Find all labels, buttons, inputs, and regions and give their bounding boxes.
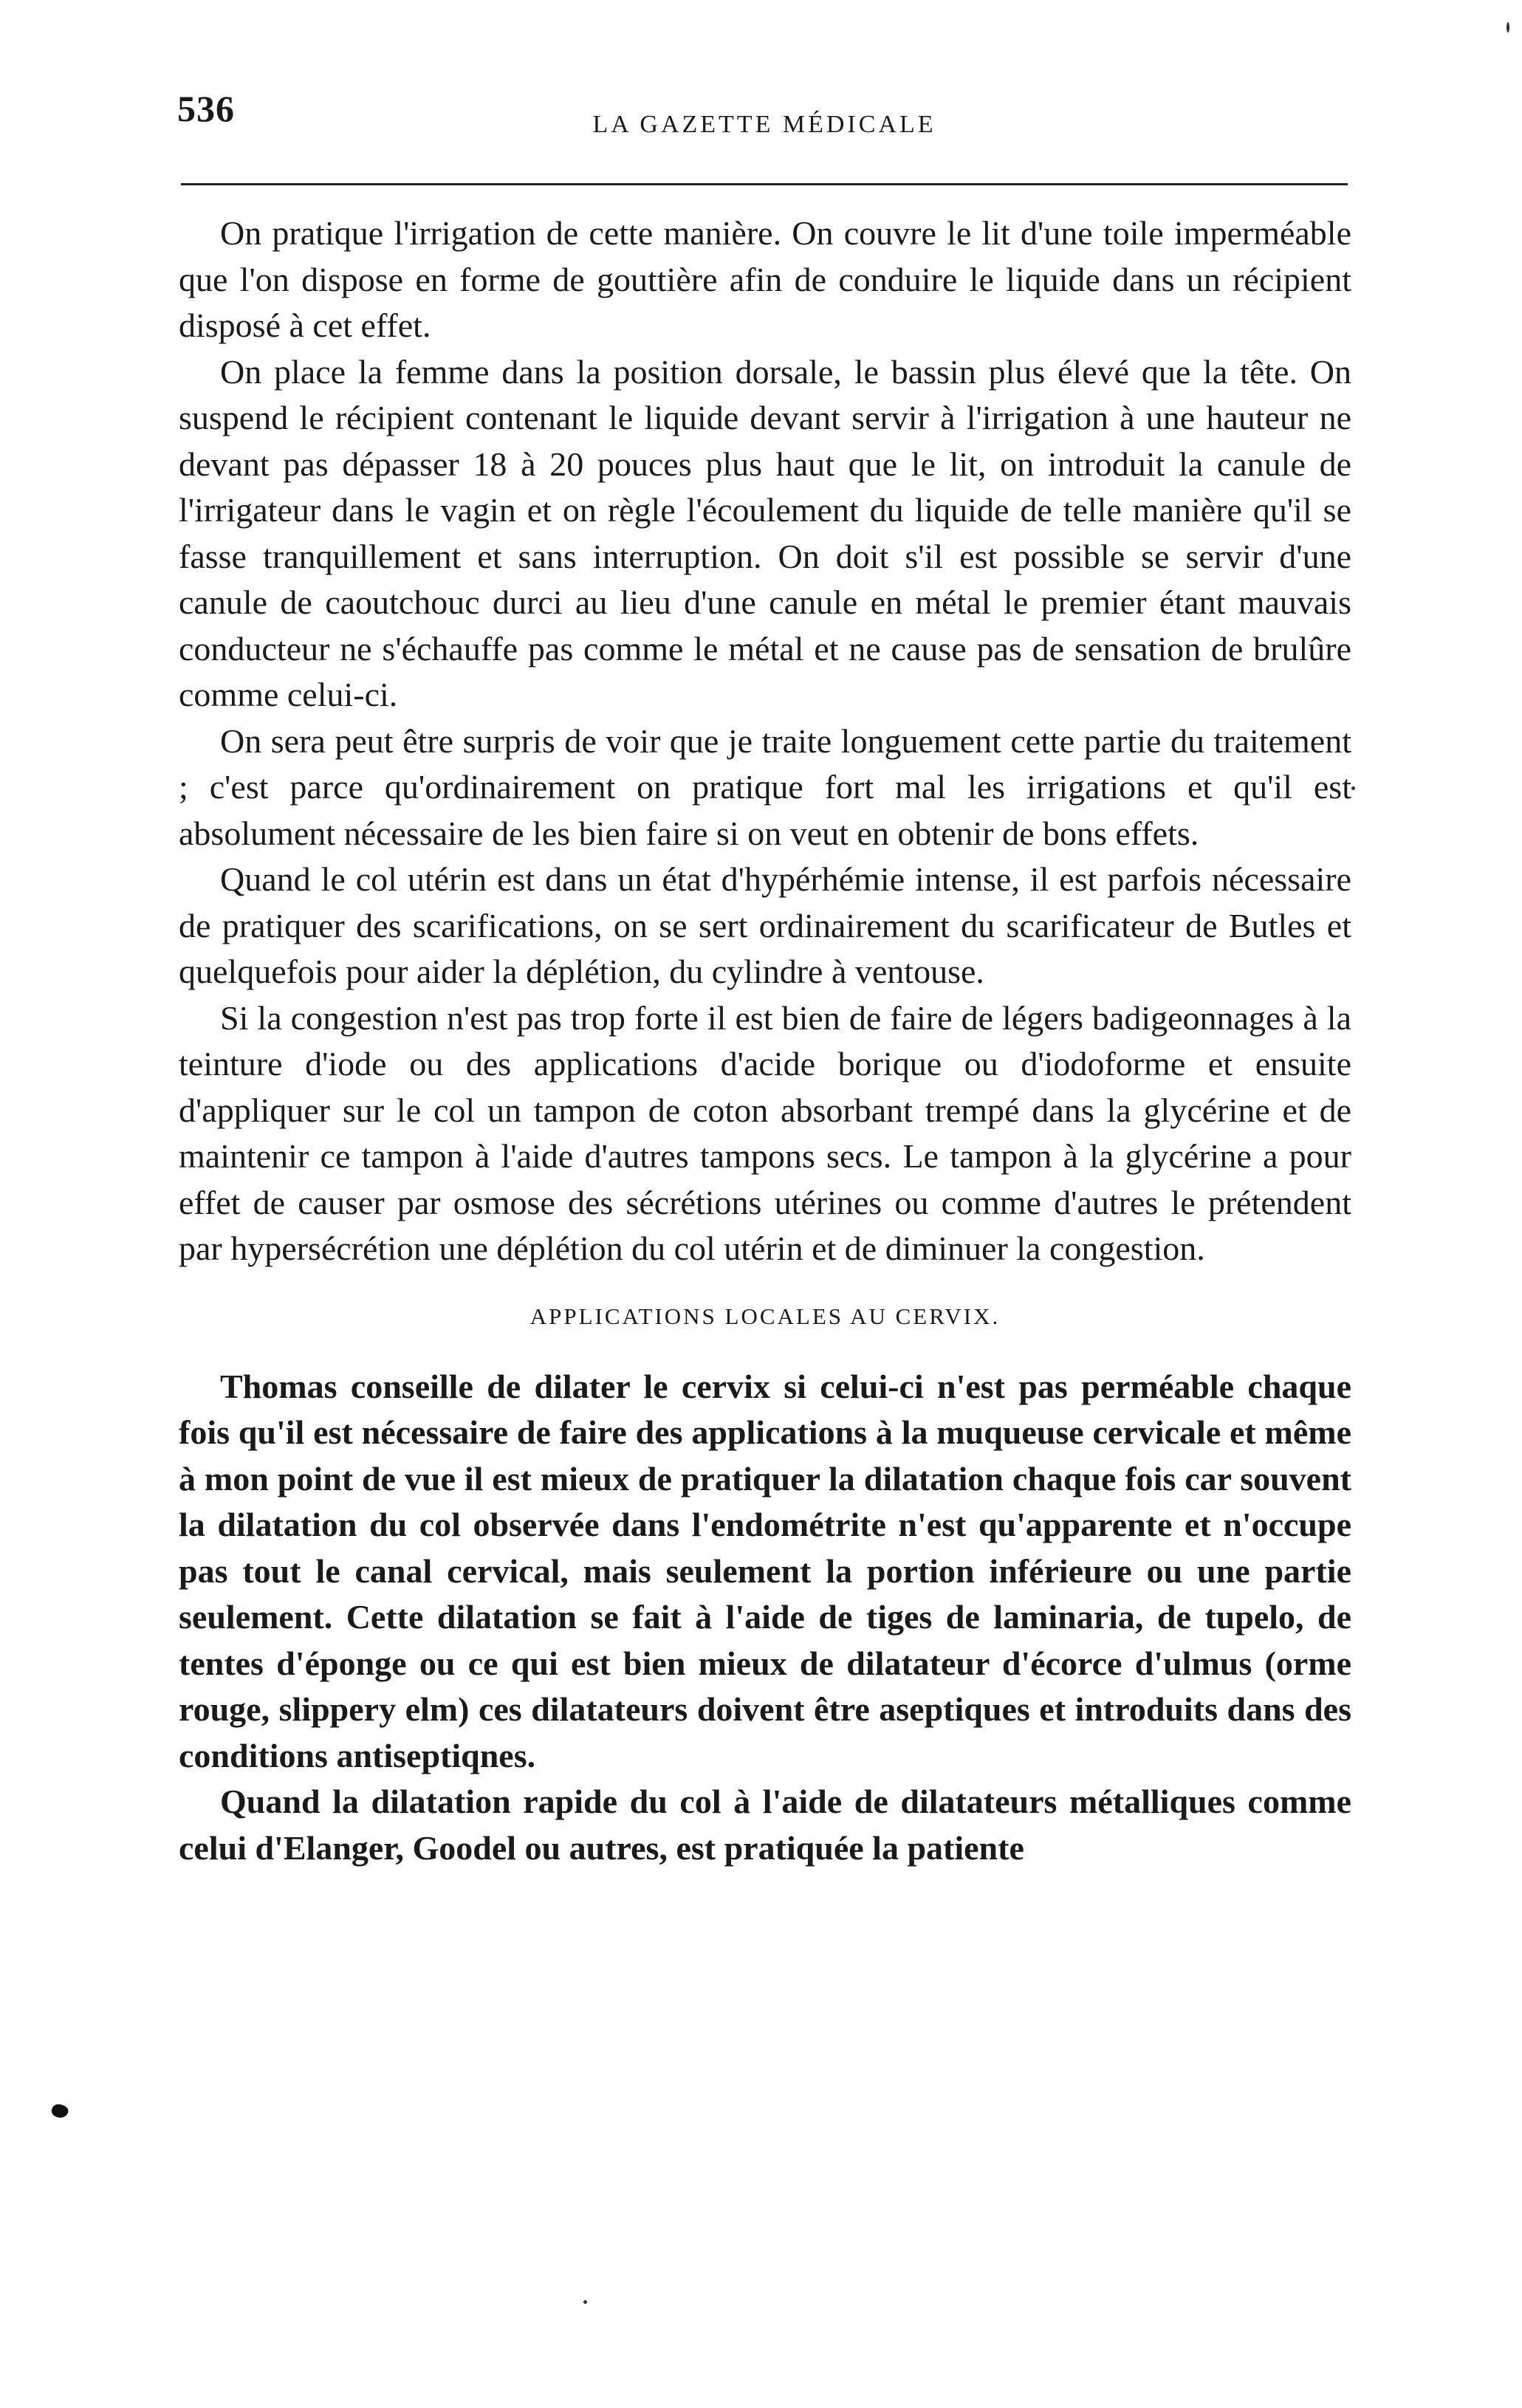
page-number: 536 — [177, 88, 235, 129]
ink-speck — [1506, 22, 1509, 32]
running-title: LA GAZETTE MÉDICALE — [592, 111, 936, 138]
section-heading: APPLICATIONS LOCALES AU CERVIX. — [529, 1303, 1001, 1329]
header-rule — [181, 183, 1348, 185]
body-text — [179, 210, 1351, 1871]
paragraph: On place la femme dans la position dorsale, le bassin plus élevé que la tête. On suspend le récipient contenant le liquide devant servir à l'irrigation à une hauteur ne devant pas dépasser 18 à 20 pouces plus haut que le lit, on introduit la canule de l'irrigateur dans le vagin et on règle l'écoulement du liquide de telle manière qu'il se fasse tranquillement et sans interruption. On doit s'il est possible se servir d'une canule de caoutchouc durci au lieu d'une canule en métal le premier étant mauvais conducteur ne s'échauffe pas comme le métal et ne cause pas de sensation de brulûre comme celui-ci. — [179, 352, 1351, 713]
paragraph: Thomas conseille de dilater le cervix si celui-ci n'est pas perméable chaque fois qu'il est nécessaire de faire des applications à la muqueuse cervicale et même à mon point de vue il est mieux de pratiquer la dilatation chaque fois car souvent la dilatation du col observée dans l'endométrite n'est qu'apparente et n'occupe pas tout le canal cervical, mais seulement la portion inférieure ou une partie seulement. Cette dilatation se fait à l'aide de tiges de laminaria, de tupelo, de tentes d'éponge ou ce qui est bien mieux de dilatateur d'écorce d'ulmus (orme rouge, slippery elm) ces dilatateurs doivent être aseptiques et introduits dans des conditions antiseptiqnes. — [179, 1367, 1351, 1774]
ink-speck — [583, 2300, 587, 2304]
ink-speck — [1351, 786, 1355, 790]
page-header — [177, 87, 1351, 146]
paragraph: Quand le col utérin est dans un état d'hypérhémie intense, il est parfois nécessaire de pratiquer des scarifications, on se sert ordinairement du scarificateur de Butles et quelquefois pour aider la déplétion, du cylindre à ventouse. — [179, 860, 1351, 990]
paragraph: Si la congestion n'est pas trop forte il est bien de faire de légers badigeonnages à la teinture d'iode ou des applications d'acide borique ou d'iodoforme et ensuite d'appliquer sur le col un tampon de coton absorbant trempé dans la glycérine et de maintenir ce tampon à l'aide d'autres tampons secs. Le tampon à la glycérine a pour effet de causer par osmose des sécrétions utérines ou comme d'autres le prétendent par hypersécrétion une déplétion du col utérin et de diminuer la congestion. — [179, 998, 1351, 1267]
ink-blot — [50, 2102, 70, 2120]
paragraph: On sera peut être surpris de voir que je traite longuement cette partie du traitement ; c'est parce qu'ordinairement on pratique fort mal les irrigations et qu'il est absolument nécessaire de les bien faire si on veut en obtenir de bons effets. — [179, 721, 1351, 852]
paragraph: Quand la dilatation rapide du col à l'aide de dilatateurs métalliques comme celui d'Elanger, Goodel ou autres, est pratiquée la patiente — [179, 1783, 1351, 1867]
paragraph: On pratique l'irrigation de cette manière. On couvre le lit d'une toile imperméable que l'on dispose en forme de gouttière afin de conduire le liquide dans un récipient disposé à cet effet. — [179, 214, 1351, 344]
